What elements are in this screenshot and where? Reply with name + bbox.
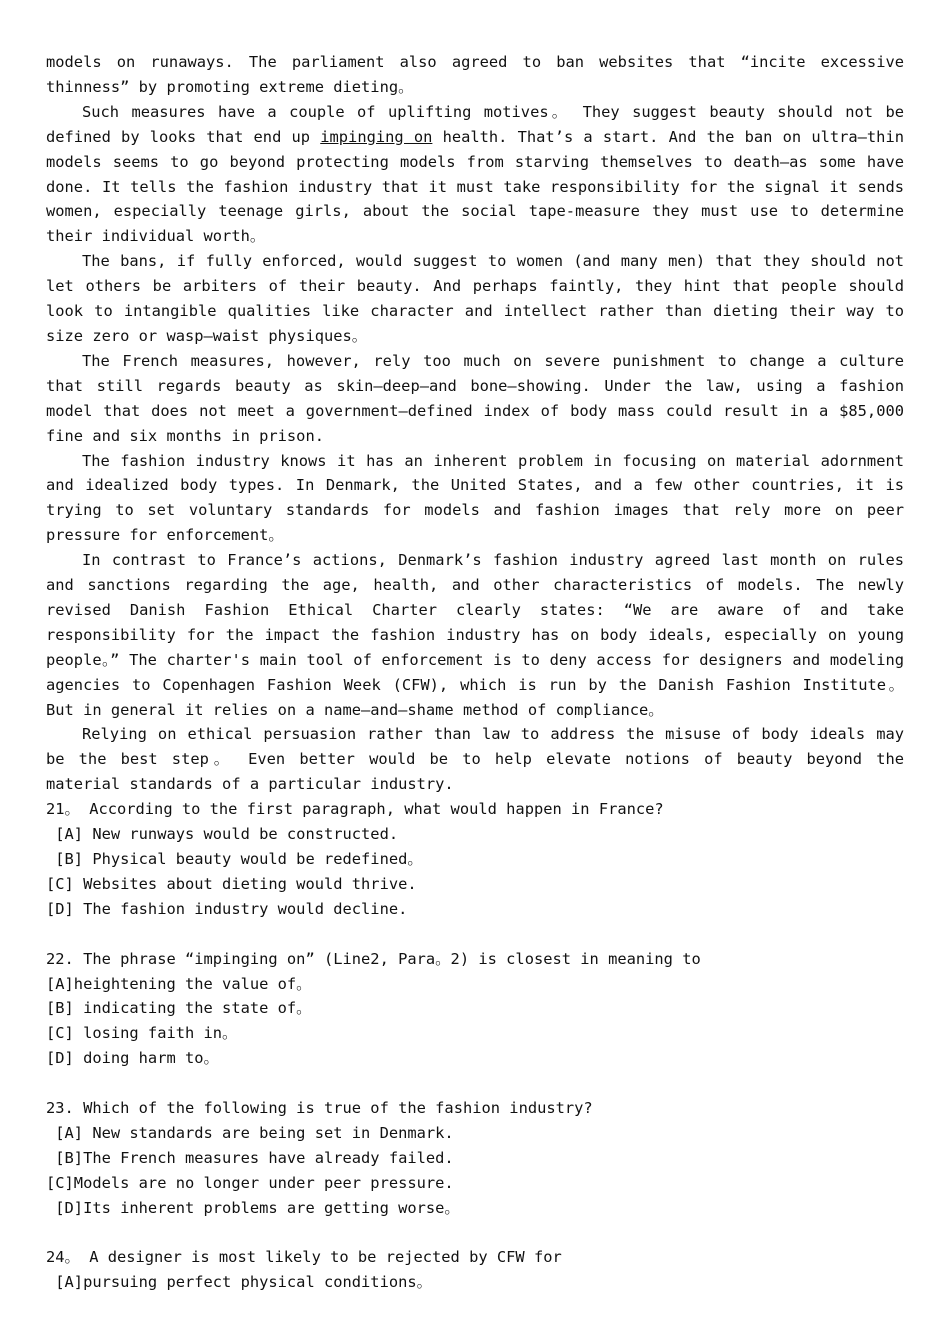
question-23 xyxy=(46,1096,904,1221)
question-21 xyxy=(46,797,904,922)
answer-option: [B] indicating the state of。 xyxy=(46,999,312,1018)
answer-option: [B] Physical beauty would be redefined。 xyxy=(46,850,423,868)
passage-paragraph-2-end: health. That’s a start. And the ban on ultra—thin models seems to go beyond protecting models from starving themselves to death—as some have done. It tells the fashion industry that it must take responsibility for the signal it sends women, especially teenage girls, about the social tape-measure they must use to determine their individual worth。 xyxy=(46,127,904,246)
answer-option: [B]The French measures have already failed. xyxy=(46,1148,454,1167)
answer-option: [C] losing faith in。 xyxy=(46,1024,238,1043)
question-stem: 22. The phrase “impinging on” (Line2, Para。2) is closest in meaning to xyxy=(46,949,701,968)
passage-paragraph-2-start: Such measures have a couple of uplifting motives。 They suggest beauty should not be defined by looks that end up xyxy=(46,102,904,146)
passage-paragraph-4: The French measures, however, rely too much on severe punishment to change a culture that still regards beauty as skin—deep—and bone—showing. Under the law, using a fashion model that does not meet a government—defined index of body mass could result in a $85,000 fine and six months in prison. xyxy=(46,351,904,445)
question-stem: 21。 According to the first paragraph, what would happen in France? xyxy=(46,800,664,819)
question-22 xyxy=(46,947,904,1072)
spacer xyxy=(46,1071,904,1096)
answer-option: [A]heightening the value of。 xyxy=(46,974,312,993)
passage-paragraph-5: The fashion industry knows it has an inherent problem in focusing on material adornment and idealized body types. In Denmark, the United States, and a few other countries, it is trying to set voluntary standards for models and fashion images that rely more on peer pressure for enforcement。 xyxy=(46,451,904,545)
question-24 xyxy=(46,1245,904,1295)
passage-paragraph-2 xyxy=(46,100,904,249)
answer-option: [C] Websites about dieting would thrive. xyxy=(46,874,417,893)
passage-paragraph-3: The bans, if fully enforced, would suggest to women (and many men) that they should not let others be arbiters of their beauty. And perhaps faintly, they hint that people should look to intangible qualities like character and intellect rather than dieting their way to size zero or wasp—waist physiques。 xyxy=(46,252,904,345)
passage-paragraph-6: In contrast to France’s actions, Denmark’s fashion industry agreed last month on rules and sanctions regarding the age, health, and other characteristics of models. The newly revised Danish Fashion Ethical Charter clearly states: “We are aware of and take responsibility for the impact the fashion industry has on body ideals, especially on young people。” The charter's main tool of enforcement is to deny access for designers and modeling agencies to Copenhagen Fashion Week (CFW), which is run by the Danish Fashion Institute。 But in general it relies on a name—and—shame method of compliance。 xyxy=(46,551,904,719)
answer-option: [A] New standards are being set in Denmark. xyxy=(46,1123,454,1142)
spacer xyxy=(46,922,904,947)
answer-option: [A] New runways would be constructed. xyxy=(46,825,399,844)
spacer xyxy=(46,1221,904,1246)
answer-option: [D] doing harm to。 xyxy=(46,1049,219,1068)
passage-paragraph-1: models on runaways. The parliament also agreed to ban websites that “incite excessive thinness” by promoting extreme dieting。 xyxy=(46,53,904,96)
question-stem: 23. Which of the following is true of the fashion industry? xyxy=(46,1099,593,1118)
passage-paragraph-7: Relying on ethical persuasion rather than law to address the misuse of body ideals may be the best step。 Even better would be to help elevate notions of beauty beyond the material standards of a particular industry. xyxy=(46,725,904,794)
document-page xyxy=(46,50,904,1295)
answer-option: [D] The fashion industry would decline. xyxy=(46,899,408,918)
answer-option: [D]Its inherent problems are getting worse。 xyxy=(46,1198,460,1217)
answer-option: [C]Models are no longer under peer pressure. xyxy=(46,1173,454,1192)
question-stem: 24。 A designer is most likely to be rejected by CFW for xyxy=(46,1248,562,1267)
underlined-phrase: impinging on xyxy=(320,127,433,146)
answer-option: [A]pursuing perfect physical conditions。 xyxy=(46,1273,433,1292)
